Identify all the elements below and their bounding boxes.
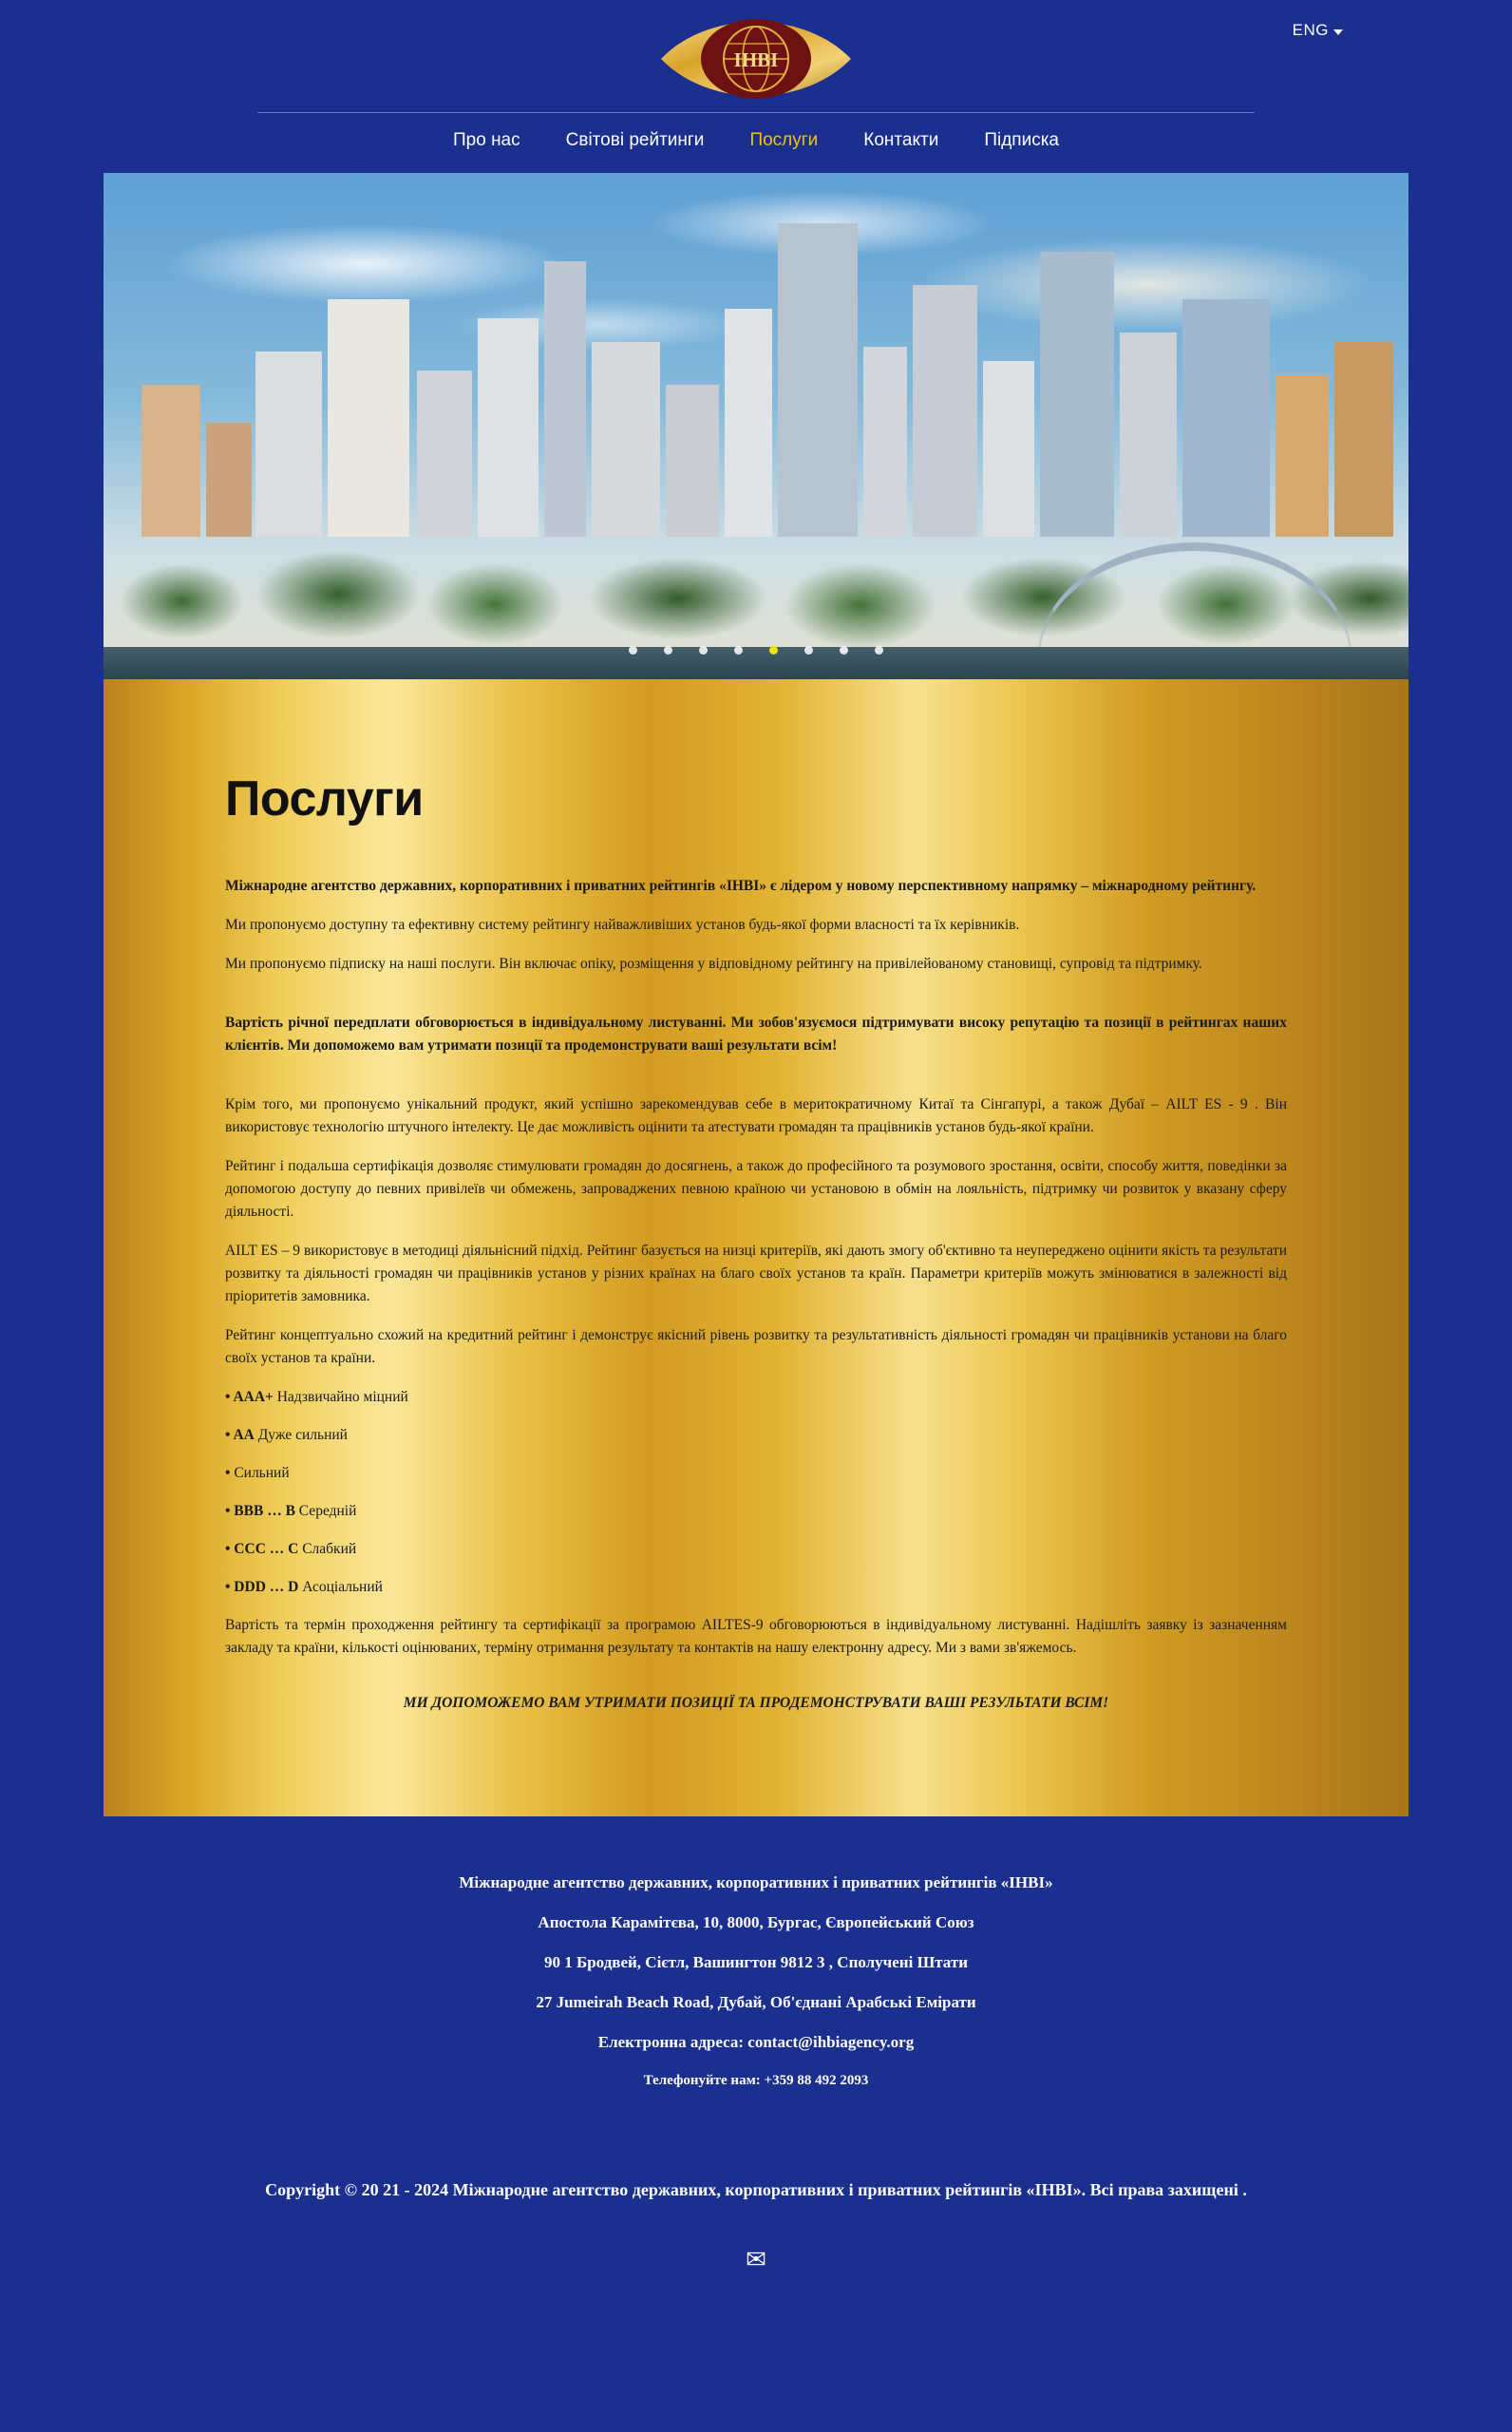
hero-dot-2[interactable] xyxy=(664,646,672,655)
hero-dot-3[interactable] xyxy=(699,646,708,655)
nav-item-subscription[interactable]: Підписка xyxy=(984,130,1059,150)
language-label: ENG xyxy=(1292,21,1329,39)
rating-item-aaa xyxy=(225,1386,1287,1409)
logo-wrap xyxy=(0,0,1512,112)
rating-code-a: • xyxy=(225,1465,231,1482)
rating-code-aa: • AA xyxy=(225,1427,255,1444)
call-to-action: МИ ДОПОМОЖЕМО ВАМ УТРИМАТИ ПОЗИЦІЇ ТА ПРОДЕМОНСТРУВАТИ ВАШІ РЕЗУЛЬТАТИ ВСІМ! xyxy=(403,1695,1109,1712)
rating-desc-a: Сильний xyxy=(230,1465,290,1482)
site-footer xyxy=(0,1816,1512,2312)
hero-slide-dots xyxy=(104,646,1408,655)
intro-paragraph xyxy=(225,875,1287,898)
footer-company: Міжнародне агентство державних, корпоративних і приватних рейтингів «ІНВІ» xyxy=(459,1873,1053,1892)
footer-address-usa: 90 1 Бродвей, Сієтл, Вашингтон 9812 3 , Сполучені Штати xyxy=(543,1953,969,1972)
svg-text:ІНВІ: ІНВІ xyxy=(733,48,779,71)
paragraph-subscription: Ми пропонуємо підписку на наші послуги. Він включає опіку, розміщення у відповідному рейтингу на привілейованому становищі, супровід та підтримку. xyxy=(225,956,1202,973)
rating-item-ccc xyxy=(225,1538,1287,1561)
page-title: Послуги xyxy=(225,771,424,826)
hero-slideshow[interactable] xyxy=(104,173,1408,679)
rating-code-bbb: • BBB … B xyxy=(225,1503,295,1520)
nav-item-world-ratings[interactable]: Світові рейтинги xyxy=(565,130,705,150)
content-section xyxy=(104,679,1408,1816)
chevron-down-icon xyxy=(1333,29,1343,35)
main-navigation xyxy=(0,113,1512,153)
hero-dot-8[interactable] xyxy=(875,646,883,655)
rating-item-ddd xyxy=(225,1576,1287,1599)
nav-item-services[interactable]: Послуги xyxy=(749,130,819,150)
footer-copyright: Copyright © 20 21 - 2024 Міжнародне агентство державних, корпоративних і приватних рейтингів «ІНВІ». Всі права захищені . xyxy=(265,2180,1247,2200)
nav-item-about[interactable]: Про нас xyxy=(453,130,520,150)
intro-bold-lead: Міжнародне агентство державних, корпоративних і приватних рейтингів «ІНВІ» є лідером у новому перспективному напрямку – міжнародному рейтингу. xyxy=(225,878,1257,894)
hero-dot-5[interactable] xyxy=(769,646,778,655)
rating-code-ddd: • DDD … D xyxy=(225,1579,299,1596)
services-body xyxy=(225,875,1287,1715)
hero-dot-6[interactable] xyxy=(804,646,813,655)
paragraph-annual-fee: Вартість річної передплати обговорюється в індивідуальному листуванні. Ми зобов'язуємося підтримувати високу репутацію та позиції в рейтингах наших клієнтів. Ми допоможемо вам утримати позиції та продемонструвати ваші результати всім! xyxy=(225,1015,1287,1054)
paragraph-certification: Рейтинг і подальша сертифікація дозволяє стимулювати громадян до досягнень, а також до професійного та розумового зростання, освіти, способу життя, поведінки за допомогою доступу до певних привілеїв чи обмежень, запроваджених певною країною чи установою в обмін на лояльність, підтримку чи розвиток у вказану сферу діяльності. xyxy=(225,1158,1287,1221)
footer-email[interactable]: Електронна адреса: contact@ihbiagency.org xyxy=(597,2033,915,2052)
paragraph-pricing-request: Вартість та термін проходження рейтингу та сертифікації за програмою AILTES-9 обговорюються в індивідуальному листуванні. Надішліть заявку із зазначенням закладу та країни, кількості оцінюваних, терміну отримання результату та контактів на нашу електронну адресу. Ми з вами зв'яжемось. xyxy=(225,1617,1287,1657)
footer-address-uae: 27 Jumeirah Beach Road, Дубай, Об'єднані Арабські Емірати xyxy=(536,1993,976,2012)
hero-dot-1[interactable] xyxy=(629,646,637,655)
footer-address-bulgaria: Апостола Карамітєва, 10, 8000, Бургас, Європейський Союз xyxy=(538,1913,974,1932)
paragraph-ailt-intro: Крім того, ми пропонуємо унікальний продукт, який успішно зарекомендував себе в меритократичному Китаї та Сінгапурі, а також Дубаї – AILT ES - 9 . Він використовує технологію штучного інтелекту. Це дає можливість оцінити та атестувати громадян та працівників установ будь-якої країни. xyxy=(225,1096,1287,1136)
rating-item-aa xyxy=(225,1424,1287,1447)
rating-desc-ddd: Асоціальний xyxy=(298,1579,383,1596)
rating-desc-ccc: Слабкий xyxy=(298,1541,357,1558)
rating-code-aaa: • AAA+ xyxy=(225,1389,274,1406)
paragraph-credit-rating: Рейтинг концептуально схожий на кредитний рейтинг і демонструє якісний рівень розвитку та результативність діяльності громадян чи працівників установи на благо своїх установ та країни. xyxy=(225,1327,1287,1367)
paragraph-offer: Ми пропонуємо доступну та ефективну систему рейтингу найважливіших установ будь-якої форми власності та їх керівників. xyxy=(225,917,1020,934)
hero-dot-7[interactable] xyxy=(840,646,848,655)
rating-code-ccc: • CCC … C xyxy=(225,1541,299,1558)
rating-item-bbb xyxy=(225,1500,1287,1523)
hero-dot-4[interactable] xyxy=(734,646,743,655)
site-logo[interactable] xyxy=(656,6,856,112)
footer-phone[interactable]: Телефонуйте нам: +359 88 492 2093 xyxy=(643,2073,869,2089)
mail-icon[interactable]: ✉ xyxy=(746,2246,766,2274)
paragraph-methodology: AILT ES – 9 використовує в методиці діяльнісний підхід. Рейтинг базується на низці критеріїв, які дають змогу об'єктивно та неупереджено оцінити якість та результати розвитку та діяльності громадян чи працівників установ у різних країнах на благо своїх установ та країн. Параметри критеріїв можуть змінюватися в залежності від пріоритетів замовника. xyxy=(225,1243,1287,1305)
site-header xyxy=(0,0,1512,173)
rating-desc-aaa: Надзвичайно міцний xyxy=(273,1389,408,1406)
language-switcher[interactable] xyxy=(1293,21,1343,40)
rating-desc-aa: Дуже сильний xyxy=(254,1427,348,1444)
rating-desc-bbb: Середній xyxy=(294,1503,357,1520)
rating-item-a xyxy=(225,1462,1287,1485)
nav-item-contacts[interactable]: Контакти xyxy=(863,130,939,150)
